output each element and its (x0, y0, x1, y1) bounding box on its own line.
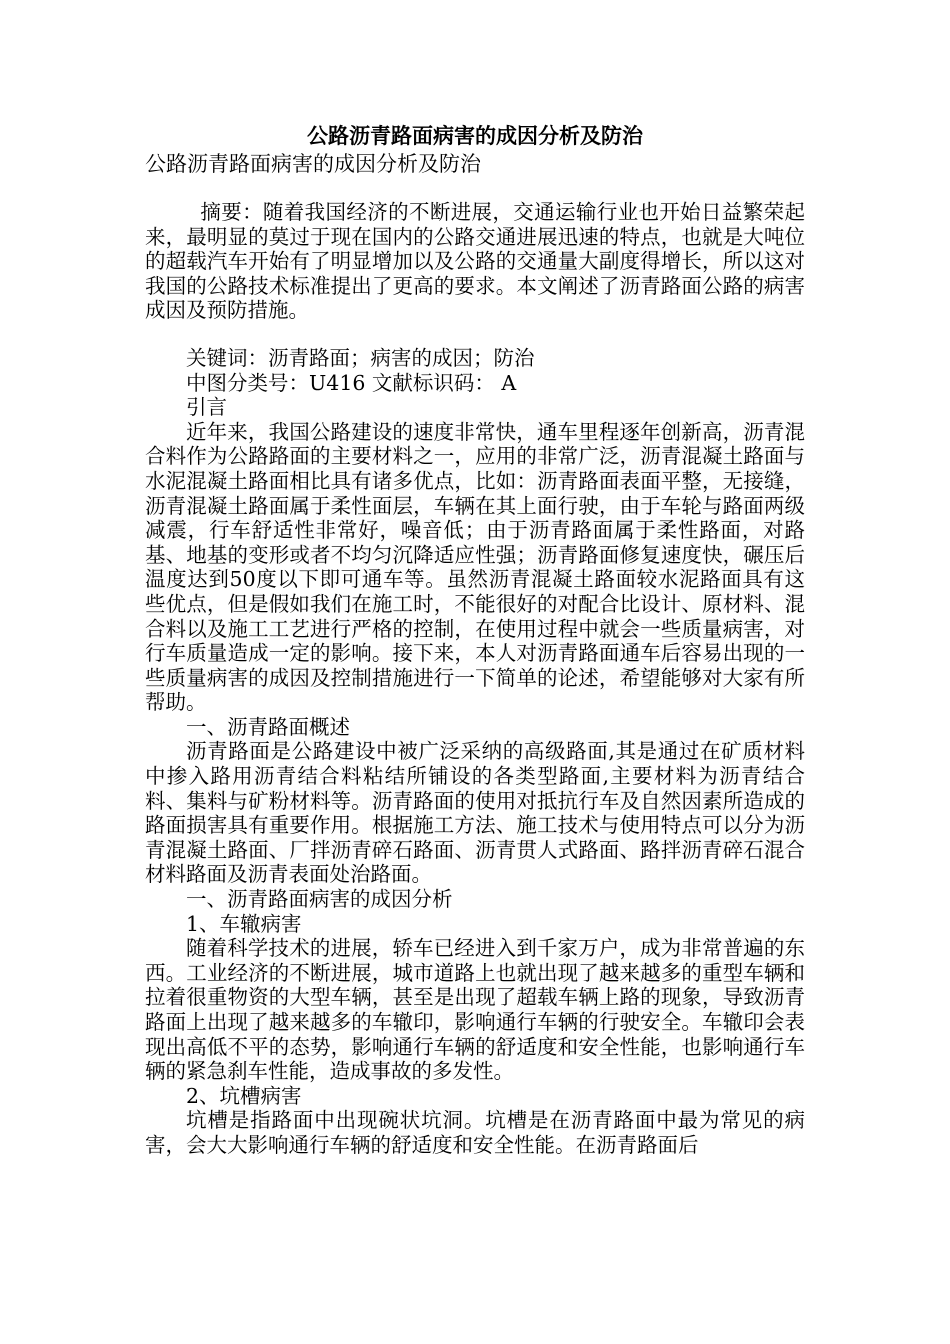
subsection-heading-rutting: 1、车辙病害 (186, 911, 302, 936)
document-title: 公路沥青路面病害的成因分析及防治 (307, 123, 643, 148)
abstract-paragraph: 摘要：随着我国经济的不断进展，交通运输行业也开始日益繁荣起来，最明显的莫过于现在国内的公路交通进展迅速的特点，也就是大吨位的超载汽车开始有了明显增加以及公路的交通量大副度得增长，所以这对我国的公路技术标准提出了更高的要求。本文阐述了沥青路面公路的病害成因及预防措施。 (145, 200, 805, 323)
document-body (145, 200, 805, 1158)
keywords-line: 关键词：沥青路面；病害的成因；防治 (186, 345, 535, 370)
classification-line: 中图分类号：U416 文献标识码： A (186, 370, 517, 395)
overview-paragraph: 沥青路面是公路建设中被广泛采纳的高级路面,其是通过在矿质材料中掺入路用沥青结合料粘结所铺设的各类型路面,主要材料为沥青结合料、集料与矿粉材料等。沥青路面的使用对抵抗行车及自然因素所造成的路面损害具有重要作用。根据施工方法、施工技术与使用特点可以分为沥青混凝土路面、厂拌沥青碎石路面、沥青贯人式路面、路拌沥青碎石混合材料路面及沥青表面处治路面。 (145, 739, 805, 887)
rutting-paragraph: 随着科学技术的进展，轿车已经进入到千家万户，成为非常普遍的东西。工业经济的不断进展，城市道路上也就出现了越来越多的重型车辆和拉着很重物资的大型车辆，甚至是出现了超载车辆上路的现象，导致沥青路面上出现了越来越多的车辙印，影响通行车辆的行驶安全。车辙印会表现出高低不平的态势，影响通行车辆的舒适度和安全性能，也影响通行车辆的紧急刹车性能，造成事故的多发性。 (145, 936, 805, 1084)
subsection-heading-potholes: 2、坑槽病害 (186, 1083, 302, 1108)
document-subtitle: 公路沥青路面病害的成因分析及防治 (145, 152, 481, 176)
section-heading-causes: 一、沥青路面病害的成因分析 (186, 887, 453, 912)
section-heading-overview: 一、沥青路面概述 (186, 714, 350, 739)
intro-paragraph: 近年来，我国公路建设的速度非常快，通车里程逐年创新高，沥青混合料作为公路路面的主要材料之一，应用的非常广泛，沥青混凝土路面与水泥混凝土路面相比具有诸多优点，比如：沥青路面表面平整，无接缝，沥青混凝土路面属于柔性面层，车辆在其上面行驶，由于车轮与路面两级减震，行车舒适性非常好，噪音低；由于沥青路面属于柔性路面，对路基、地基的变形或者不均匀沉降适应性强；沥青路面修复速度快，碾压后温度达到50度以下即可通车等。虽然沥青混凝土路面较水泥路面具有这些优点，但是假如我们在施工时，不能很好的对配合比设计、原材料、混合料以及施工工艺进行严格的控制，在使用过程中就会一些质量病害，对行车质量造成一定的影响。接下来，本人对沥青路面通车后容易出现的一些质量病害的成因及控制措施进行一下简单的论述，希望能够对大家有所帮助。 (145, 419, 805, 715)
intro-heading: 引言 (186, 395, 227, 420)
potholes-paragraph: 坑槽是指路面中出现碗状坑洞。坑槽是在沥青路面中最为常见的病害，会大大影响通行车辆的舒适度和安全性能。在沥青路面后 (145, 1108, 805, 1157)
